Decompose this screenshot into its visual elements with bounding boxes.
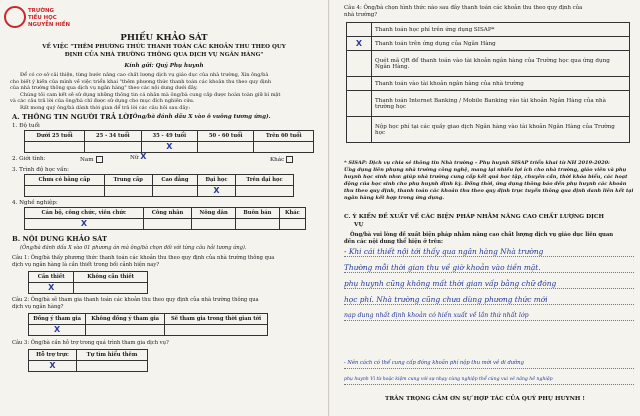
q2-checkbox[interactable] xyxy=(86,325,165,336)
school-seal-icon xyxy=(4,6,26,28)
education-checkbox[interactable] xyxy=(236,186,294,197)
survey-subtitle-2: ĐỊNH CỦA NHÀ TRƯỜNG THÔNG QUA DỊCH VỤ NGÂN HÀNG" xyxy=(64,52,264,58)
sisap-note-line: động của học sinh cho phụ huynh định kỳ. Đồng thời, ứng dụng thông báo đến phụ huynh các khoản xyxy=(344,181,627,187)
handwritten-answer-line: học phí. Nhà trường cũng chưa dùng phương thức mới xyxy=(344,295,548,304)
q3-option[interactable]: Tự tìm hiểu thêm xyxy=(76,350,147,361)
answer-rule xyxy=(344,320,634,321)
q4-option-line: trường học xyxy=(375,103,406,110)
q4-option-line: Thanh toán vào tài khoản ngân hàng của nhà trường xyxy=(375,80,524,87)
age-checkbox[interactable] xyxy=(198,142,254,153)
q4-checkbox[interactable] xyxy=(347,51,372,77)
question-age: 1. Độ tuổi xyxy=(12,123,40,129)
q4-option[interactable] xyxy=(372,37,630,51)
question-1-table xyxy=(28,271,148,294)
survey-page-right xyxy=(330,0,640,416)
job-checkbox[interactable] xyxy=(236,219,280,230)
job-option[interactable]: Khác xyxy=(279,208,305,219)
job-option[interactable]: Buôn bán xyxy=(236,208,280,219)
sisap-note-line: ngân hàng kết hợp trong ứng dụng. xyxy=(344,195,445,201)
checkbox[interactable] xyxy=(286,156,293,163)
sisap-note-line: Ứng dụng liên phụng nhà trường công nghệ, mang lại nhiều lợi ích cho nhà trường, giáo viên và phụ xyxy=(344,167,627,173)
answer-rule xyxy=(344,256,634,257)
section-b-note: (Ông/bà đánh dấu X vào 01 phương án mà ông/bà chọn đối với từng câu hỏi tương ứng). xyxy=(20,245,247,251)
job-checkbox[interactable] xyxy=(25,219,144,230)
q1-checkbox[interactable] xyxy=(74,283,148,294)
survey-subtitle-1: VỀ VIỆC "THÊM PHƯƠNG THỨC THANH TOÁN CÁC KHOẢN THU THEO QUY xyxy=(42,44,286,50)
age-checkbox[interactable] xyxy=(85,142,141,153)
checked-mark: X xyxy=(80,219,88,228)
q4-option-line: học xyxy=(375,129,386,136)
survey-title: PHIẾU KHẢO SÁT xyxy=(120,33,208,43)
section-a-note: (Ông/bà đánh dấu X vào ô vuông tương ứng). xyxy=(130,114,271,120)
thank-you-note: TRÂN TRỌNG CẢM ƠN SỰ HỢP TÁC CỦA QUÝ PHỤ HUYNH ! xyxy=(385,396,585,402)
q1-checkbox[interactable] xyxy=(29,283,74,294)
checked-mark: X xyxy=(166,142,173,151)
logo-line-2: TIỂU HỌC xyxy=(28,15,57,21)
job-checkbox[interactable] xyxy=(279,219,305,230)
intro-line: Chúng tôi cam kết sẽ sử dụng những thông tin cá nhân mà ông/bà cung cấp được hoàn toàn giữ bí mật xyxy=(20,91,281,98)
age-option[interactable]: 35 - 49 tuổi xyxy=(141,131,197,142)
age-checkbox[interactable] xyxy=(141,142,197,153)
age-option[interactable]: 25 - 34 tuổi xyxy=(85,131,141,142)
q2-option[interactable]: Sẽ tham gia trong thời gian tới xyxy=(165,314,268,325)
checked-mark: X xyxy=(48,283,55,292)
checked-mark: X xyxy=(355,38,363,48)
education-option[interactable]: Trên đại học xyxy=(236,175,294,186)
q2-option[interactable]: Không đồng ý tham gia xyxy=(86,314,165,325)
sisap-note-line: huynh học sinh như: giúp nhà trường cung cấp kết quả học tập, chuyên cần, thời khóa biểu, các hoạt xyxy=(344,174,628,180)
answer-rule xyxy=(344,384,634,385)
job-checkbox[interactable] xyxy=(192,219,236,230)
intro-line: và các câu trả lời của ông/bà chỉ được sử dụng cho mục đích nghiên cứu. xyxy=(10,98,195,104)
job-option[interactable]: Cán bộ, công chức, viên chức xyxy=(25,208,144,219)
q2-option[interactable]: Đồng ý tham gia xyxy=(29,314,86,325)
answer-rule xyxy=(344,272,634,273)
age-options-table xyxy=(24,130,314,153)
education-checkbox[interactable] xyxy=(197,186,235,197)
question-4-line: Câu 4: Ông/bà chọn hình thức nào sau đây thanh toán các khoản thu theo quy định của xyxy=(344,5,583,11)
handwritten-answer-line: Thường mỗi thời gian thu về giờ khoản vào tiền mặt. xyxy=(344,263,541,272)
education-option[interactable]: Chưa có bằng cấp xyxy=(25,175,105,186)
q4-checkbox[interactable] xyxy=(347,117,372,143)
gender-female-label: Nữ xyxy=(130,155,139,161)
intro-line: Rất mong quý ông/bà dành thời gian để trả lời các câu hỏi sau đây: xyxy=(20,104,191,111)
gender-male-option[interactable] xyxy=(80,156,103,164)
q4-option[interactable] xyxy=(372,51,630,77)
q4-option-line: Thanh toán học phí trên ứng dụng SISAP* xyxy=(375,26,495,33)
section-c-prompt: Ông/bà vui lòng đề xuất biện pháp nhằm nâng cao chất lượng dịch vụ giáo dục liên quan xyxy=(350,232,614,238)
age-option[interactable]: Dưới 25 tuổi xyxy=(25,131,85,142)
answer-rule xyxy=(344,288,634,289)
handwritten-answer-line: - Khi cái thiết nội tới thấy qua ngân hàng Nhà trường xyxy=(344,247,544,256)
q1-option[interactable]: Không cần thiết xyxy=(74,272,148,283)
q4-option-line: Thanh toán trên ứng dụng của Ngân Hàng xyxy=(375,40,496,47)
question-2-line: dịch vụ ngân hàng? xyxy=(12,304,64,310)
intro-line: của nhà trường thông qua dịch vụ ngân hàng" theo các nội dung dưới đây. xyxy=(10,85,198,91)
checked-mark: X xyxy=(213,186,220,195)
logo-line-1: TRƯỜNG xyxy=(28,8,54,14)
question-2-table xyxy=(28,313,268,336)
gender-other-label: Khác xyxy=(270,157,285,163)
q4-option-line: Nộp học phí tại các quầy giao dịch Ngân hàng vào tài khoản Ngân Hàng của Trường xyxy=(375,123,615,130)
gender-male-label: Nam xyxy=(80,157,94,163)
section-b-heading: B. NỘI DUNG KHẢO SÁT xyxy=(12,235,108,243)
q4-checkbox[interactable] xyxy=(347,37,372,51)
sisap-note-line: * SISAP: Dịch vụ chia sẻ thông tin Nhà trường – Phụ huynh SISAP triển khai từ NH 2019-2020: xyxy=(344,160,610,166)
age-option[interactable]: Trên 60 tuổi xyxy=(254,131,314,142)
question-1-line: Câu 1: Ông/bà thấy phương thức thanh toán các khoản thu theo quy định của nhà trường thông qua xyxy=(12,255,275,261)
age-checkbox[interactable] xyxy=(25,142,85,153)
intro-line: cho biết ý kiến của mình về việc triển khai "thêm phương thức thanh toán các khoản thu theo quy định xyxy=(10,78,272,85)
question-3-table xyxy=(28,349,148,372)
q4-option-line: Thanh toán Internet Banking / Mobile Banking vào tài khoản Ngân Hàng của nhà xyxy=(375,97,606,104)
q3-option[interactable]: Hỗ trợ trực xyxy=(29,350,77,361)
checked-mark: X xyxy=(54,325,61,334)
section-c-heading-2: VỤ xyxy=(354,222,364,228)
age-option[interactable]: 50 - 60 tuổi xyxy=(198,131,254,142)
q4-option-line: Quét mã QR để thanh toán vào tài khoản ngân hàng của Trường học qua ứng dụng xyxy=(375,57,610,64)
q4-option-line: Ngân Hàng. xyxy=(375,63,410,70)
q2-checkbox[interactable] xyxy=(29,325,86,336)
q4-option[interactable] xyxy=(372,77,630,91)
handwritten-answer-line: phụ huynh cũng không mất thời gian vấp bằng chữ đóng xyxy=(344,279,557,288)
greeting: Kính gửi: Quý Phụ huynh xyxy=(124,63,204,69)
question-gender: 2. Giới tính: xyxy=(12,156,46,162)
q2-checkbox[interactable] xyxy=(165,325,268,336)
age-checkbox[interactable] xyxy=(254,142,314,153)
question-4-options-table xyxy=(346,22,630,143)
section-c-prompt: đến các nội dung thể hiện ở trên: xyxy=(344,239,443,245)
education-checkbox[interactable] xyxy=(152,186,197,197)
answer-rule xyxy=(344,304,634,305)
education-option[interactable]: Đại học xyxy=(197,175,235,186)
education-option[interactable]: Trung cấp xyxy=(104,175,152,186)
question-3-line: Câu 3: Ông/bà cần hỗ trợ trong quá trình tham gia dịch vụ? xyxy=(12,340,169,346)
q4-option[interactable] xyxy=(372,23,630,37)
q4-option[interactable] xyxy=(372,91,630,117)
q4-checkbox[interactable] xyxy=(347,23,372,37)
handwritten-answer-line: - Nên cách có thể cung cấp đóng khoản phí nộp thu mời về di dưỡng xyxy=(344,360,524,366)
question-job: 4. Nghề nghiệp: xyxy=(12,200,58,206)
handwritten-answer-line: nạp dung nhất định khoản có hiến xuất về lần thứ nhất lớp xyxy=(344,312,529,319)
question-education: 3. Trình độ học vấn: xyxy=(12,167,69,173)
sisap-note-line: thu theo quy định, thanh toán các khoản thu theo quy định trực tuyến thông qua định danh liên kết tại xyxy=(344,188,634,194)
q4-option[interactable] xyxy=(372,117,630,143)
question-1-line: dịch vụ ngân hàng là cần thiết trong bối cảnh hiện nay? xyxy=(12,262,160,268)
gender-other-option[interactable] xyxy=(270,156,293,164)
education-checkbox[interactable] xyxy=(104,186,152,197)
answer-rule xyxy=(344,368,634,369)
q4-checkbox[interactable] xyxy=(347,91,372,117)
q3-checkbox[interactable] xyxy=(76,361,147,372)
logo-line-3: NGUYỄN HIỀN xyxy=(28,22,70,28)
section-c-heading: C. Ý KIẾN ĐỀ XUẤT VỀ CÁC BIỆN PHÁP NHẰM NÂNG CAO CHẤT LƯỢNG DỊCH xyxy=(344,214,604,220)
question-2-line: Câu 2: Ông/bà sẽ tham gia thanh toán các khoản thu theo quy định của nhà trường thông qua xyxy=(12,297,259,303)
job-checkbox[interactable] xyxy=(143,219,191,230)
q4-checkbox[interactable] xyxy=(347,77,372,91)
checked-mark: X xyxy=(49,361,56,370)
education-options-table xyxy=(24,174,294,197)
gender-female-option[interactable] xyxy=(130,153,146,162)
job-option[interactable]: Công nhân xyxy=(143,208,191,219)
section-a-heading: A. THÔNG TIN NGƯỜI TRẢ LỜI xyxy=(12,113,133,121)
checked-mark: X xyxy=(140,152,147,161)
education-checkbox[interactable] xyxy=(25,186,105,197)
education-option[interactable]: Cao đẳng xyxy=(152,175,197,186)
job-option[interactable]: Nông dân xyxy=(192,208,236,219)
job-options-table xyxy=(24,207,306,230)
q1-option[interactable]: Cần thiết xyxy=(29,272,74,283)
checkbox[interactable] xyxy=(96,156,103,163)
handwritten-answer-line: phụ huynh Vì từ hoặc kiệm cung với sự nhạy cùng nghiệp thể cùng vui vẻ nâng hề nghiệp xyxy=(344,377,553,382)
q3-checkbox[interactable] xyxy=(29,361,77,372)
intro-line: Để có cơ sở cải thiện, từng bước nâng cao chất lượng dịch vụ giáo dục của nhà trường, Xin ông/bà xyxy=(20,72,269,78)
question-4-line: nhà trường? xyxy=(344,12,378,18)
